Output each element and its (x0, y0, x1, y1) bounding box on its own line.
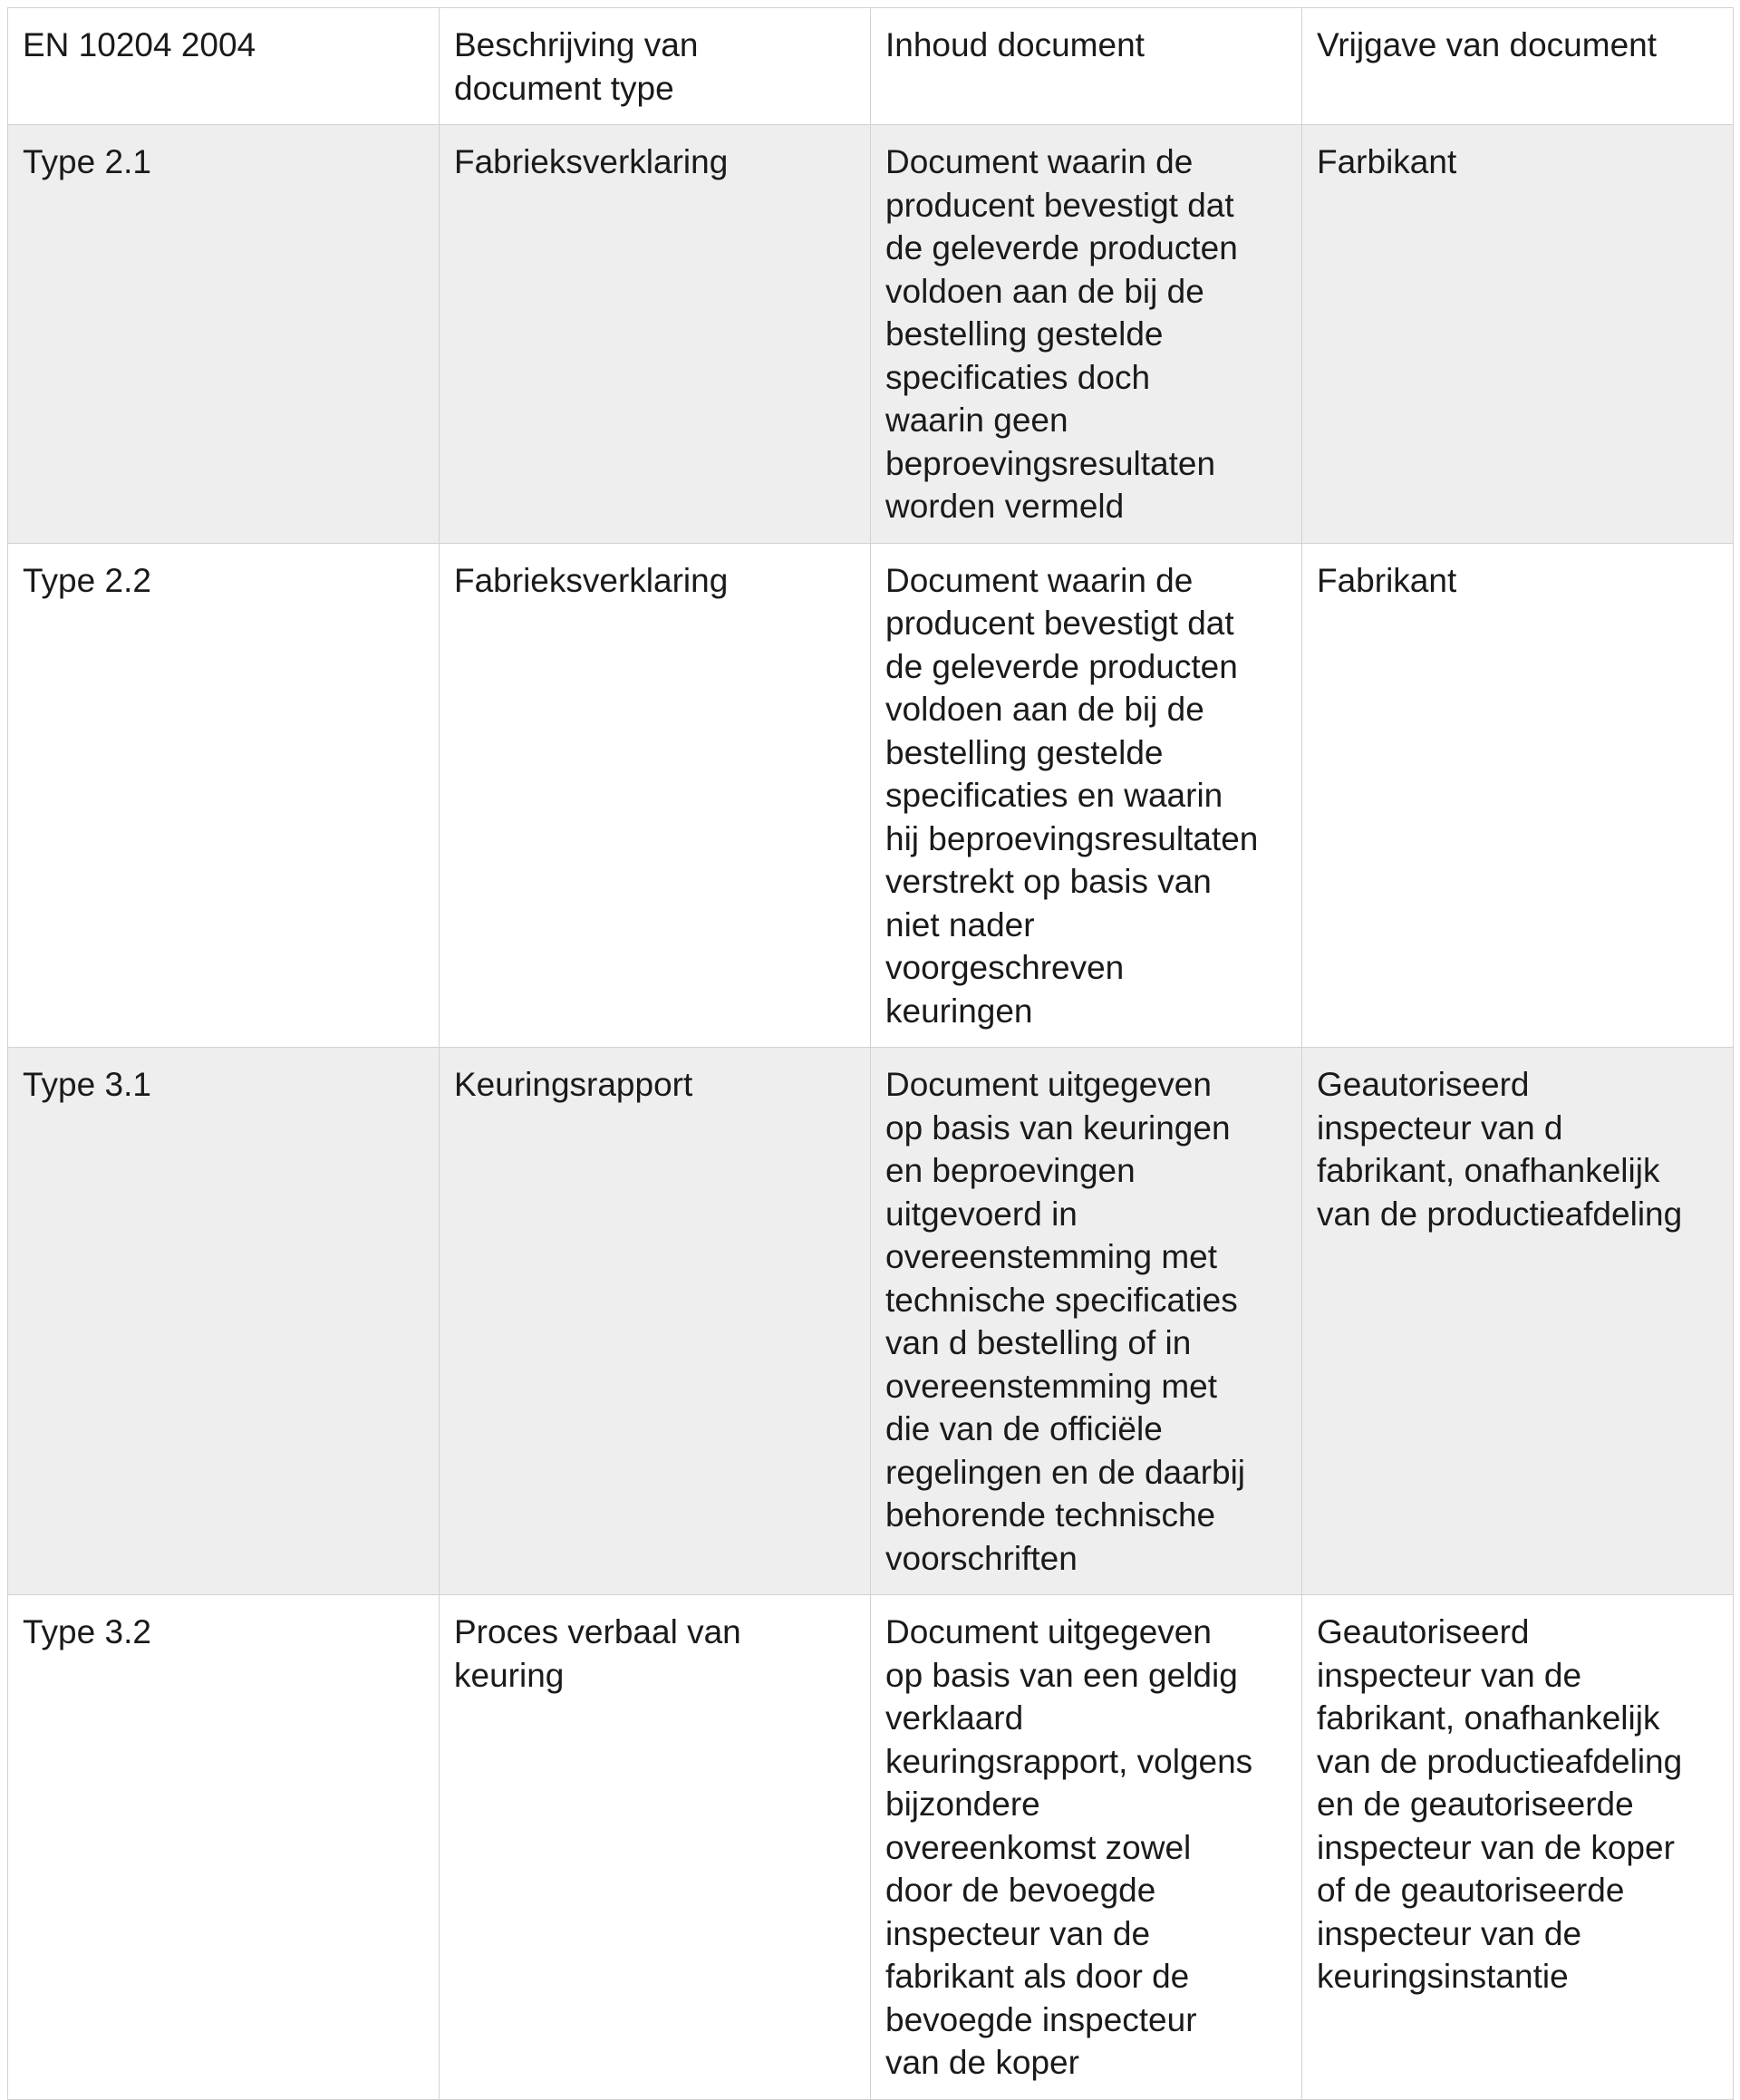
cell-description: Fabrieksverklaring (440, 543, 871, 1048)
cell-content: Document waarin de producent bevestigt dat de geleverde producten voldoen aan de bij de bestelling gestelde specificaties en waarin hij beproevingsresultaten verstrekt op basis van niet nader voorgeschreven keuringen (871, 543, 1302, 1048)
cell-description: Proces verbaal van keuring (440, 1595, 871, 2100)
table-header-row (8, 8, 1734, 125)
table-row (8, 543, 1734, 1048)
cell-content: Document waarin de producent bevestigt dat de geleverde producten voldoen aan de bij de bestelling gestelde specificaties doch waarin geen beproevingsresultaten worden vermeld (871, 125, 1302, 544)
cell-type: Type 2.2 (8, 543, 440, 1048)
header-description: Beschrijving van document type (440, 8, 871, 125)
cell-description: Keuringsrapport (440, 1048, 871, 1595)
table-row (8, 1048, 1734, 1595)
table-row (8, 1595, 1734, 2100)
cell-description: Fabrieksverklaring (440, 125, 871, 544)
cell-type: Type 3.1 (8, 1048, 440, 1595)
header-release: Vrijgave van document (1302, 8, 1734, 125)
header-standard: EN 10204 2004 (8, 8, 440, 125)
cell-content: Document uitgegeven op basis van een geldig verklaard keuringsrapport, volgens bijzondere overeenkomst zowel door de bevoegde inspecteur van de fabrikant als door de bevoegde inspecteur van de koper (871, 1595, 1302, 2100)
table-row (8, 125, 1734, 544)
header-content: Inhoud document (871, 8, 1302, 125)
cell-release: Geautoriseerd inspecteur van de fabrikant, onafhankelijk van de productieafdeling en de geautoriseerde inspecteur van de koper of de geautoriseerde inspecteur van de keuringsinstantie (1302, 1595, 1734, 2100)
cell-release: Fabrikant (1302, 543, 1734, 1048)
cell-type: Type 3.2 (8, 1595, 440, 2100)
cell-content: Document uitgegeven op basis van keuringen en beproevingen uitgevoerd in overeenstemming met technische specificaties van d bestelling of in overeenstemming met die van de officiële regelingen en de daarbij behorende technische voorschriften (871, 1048, 1302, 1595)
cell-release: Geautoriseerd inspecteur van d fabrikant, onafhankelijk van de productieafdeling (1302, 1048, 1734, 1595)
cell-release: Farbikant (1302, 125, 1734, 544)
document-type-table (7, 7, 1734, 2100)
cell-type: Type 2.1 (8, 125, 440, 544)
